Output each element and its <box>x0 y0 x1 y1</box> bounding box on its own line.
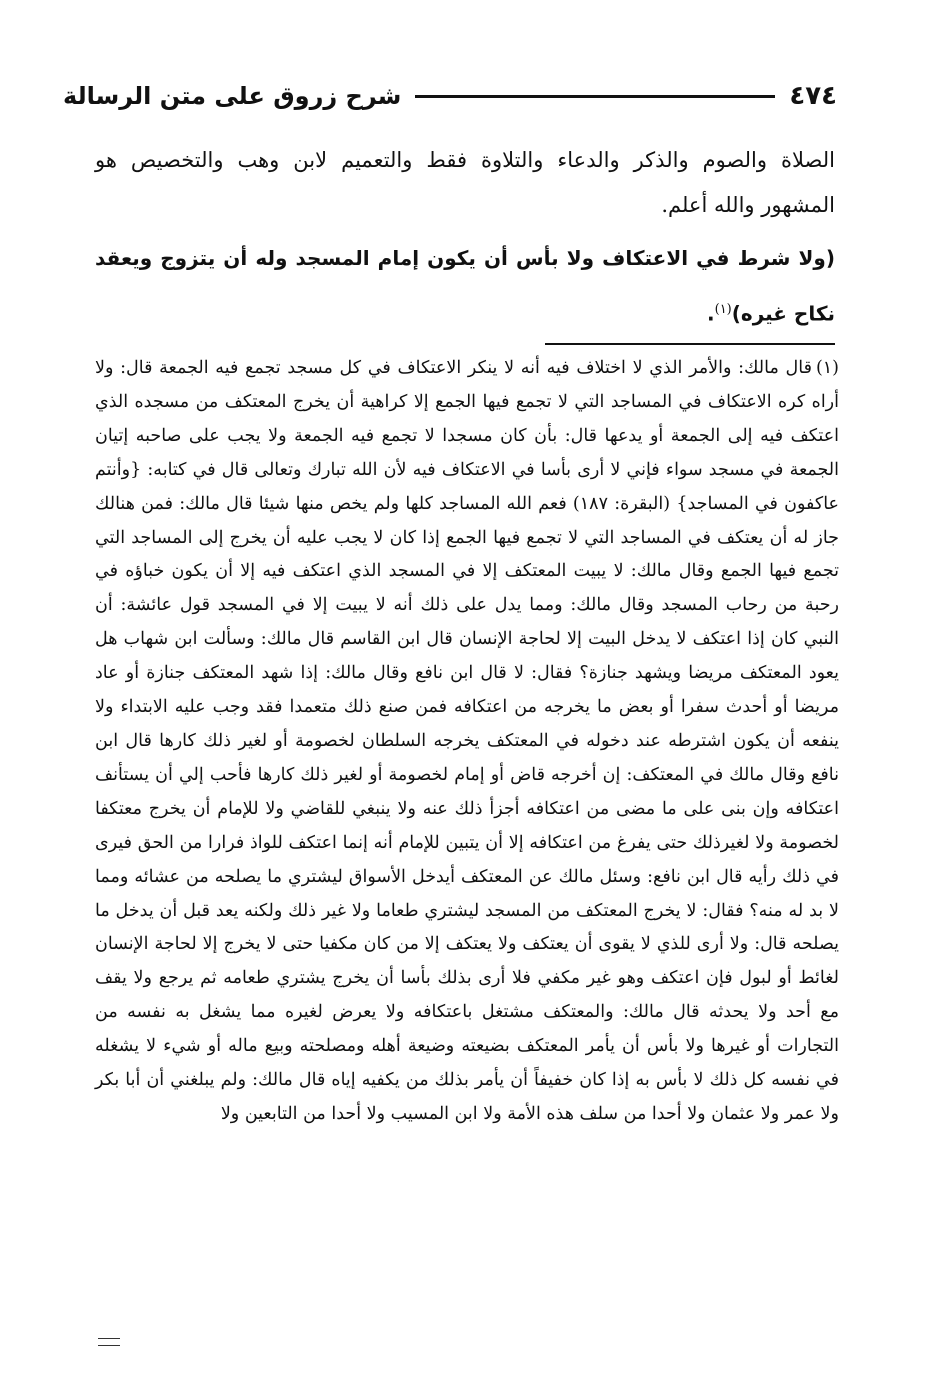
page-end-mark <box>98 1338 120 1346</box>
footnote-text: قال مالك: والأمر الذي لا اختلاف فيه أنه لا ينكر الاعتكاف في كل مسجد تجمع فيه الجمعة قال: ولا أراه كره الاعتكاف في المساجد التي لا تجمع فيها الجمع إلا كراهية أن يخرج المعتكف من مسجده الذي اعتكف فيه إلى الجمعة أو يدعها قال: بأن كان مسجدا لا تجمع فيه الجمعة ولا يجب على صاحبه إتيان الجمعة في مسجد سواء فإني لا أرى بأسا في الاعتكاف فيه لأن الله تبارك وتعالى قال في كتابه: {وأنتم عاكفون في المساجد} (البقرة: ١٨٧) فعم الله المساجد كلها ولم يخص منها شيئا قال مالك: فمن هنالك جاز له أن يعتكف في المساجد التي لا تجمع فيها الجمع إذا كان لا يجب عليه أن يخرج إلى المساجد التي تجمع فيها الجمع وقال مالك: لا يبيت المعتكف إلا في المسجد الذي اعتكف فيه إلا أن يكون خباؤه في رحبة من رحاب المسجد وقال مالك: ومما يدل على ذلك أنه لا يبيت إلا في المسجد قول عائشة: أن النبي كان إذا اعتكف لا يدخل البيت إلا لحاجة الإنسان قال ابن القاسم قال مالك: وسألت ابن شهاب هل يعود المعتكف مريضا ويشهد جنازة؟ فقال: لا قال ابن نافع وقال مالك: إذا شهد المعتكف جنازة أو عاد مريضا أو أحدث سفرا أو بعض ما يخرجه من اعتكافه فمن صنع ذلك متعمدا فقد وجب عليه الابتداء ولا ينفعه أن يكون اشترطه عند دخوله في المعتكف يخرجه السلطان لخصومة أو لغير ذلك كارها قال ابن نافع وقال مالك في المعتكف: إن أخرجه قاض أو إمام لخصومة أو لغير ذلك كارها فأحب إلي أن يستأنف اعتكافه وإن بنى على ما مضى من اعتكافه أجزأ ذلك عنه ولا ينبغي للقاضي ولا للإمام أن يخرج معتكفا لخصومة ولا لغيرذلك حتى يفرغ من اعتكافه إلا أن يتبين للإمام أنه إنما اعتكف للواذ فرارا من الحق فيرى في ذلك رأيه قال ابن نافع: وسئل مالك عن المعتكف أيدخل الأسواق ليشتري ما يصلحه من عشائه ومما لا بد له منه؟ فقال: لا يخرج المعتكف من المسجد ليشتري طعاما ولا غير ذلك ولكنه يعد قبل أن يدخل ما يصلحه قال: ولا أرى للذي لا يقوى أن يعتكف ولا يعتكف إلا من كان مكفيا حتى لا يخرج إلا لحاجة الإنسان لغائط أو لبول فإن اعتكف وهو غير مكفي فلا أرى بذلك بأسا أن يخرج يشتري طعامه ثم يرجع ولا يقف مع أحد ولا يحدثه قال مالك: والمعتكف مشتغل باعتكافه ولا يعرض لغيره مما يشغل به نفسه من التجارات أو غيرها ولا بأس أن يأمر المعتكف بضيعته وضيعة أهله ومصلحته وبيع ماله أو شيء لا يشغله في نفسه كل ذلك لا بأس به إذا كان خفيفاً أن يأمر بذلك من يكفيه إياه قال مالك: ولم يبلغني أن أبا بكر ولا عمر ولا عثمان ولا أحدا من سلف هذه الأمة ولا ابن المسيب ولا أحدا من التابعين ولا <box>95 358 839 1124</box>
footnote-separator <box>545 343 835 345</box>
footnote <box>95 352 839 1132</box>
running-title: شرح زروق على متن الرسالة <box>63 82 402 110</box>
header-rule <box>415 95 775 98</box>
page-number: ٤٧٤ <box>789 81 837 111</box>
body-paragraph: الصلاة والصوم والذكر والدعاء والتلاوة فقط والتعميم لابن وهب والتخصيص هو المشهور والله أعلم. <box>95 148 835 217</box>
bold-quote: (ولا شرط في الاعتكاف ولا بأس أن يكون إمام المسجد وله أن يتزوج ويعقد نكاح غيره)$^{(١)}$. <box>95 246 835 326</box>
bold-quote-text: (ولا شرط في الاعتكاف ولا بأس أن يكون إمام المسجد وله أن يتزوج ويعقد نكاح غيره) <box>95 246 835 326</box>
footnote-reference[interactable]: (١) <box>714 302 732 317</box>
page-header <box>63 74 837 118</box>
footnote-marker: (١) <box>815 358 839 378</box>
